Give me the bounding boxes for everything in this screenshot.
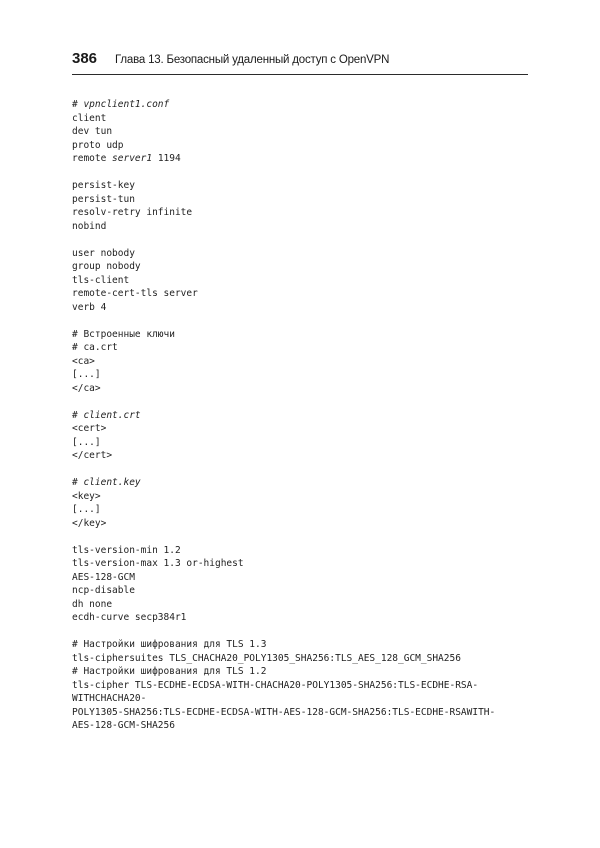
code-line: <ca>	[72, 355, 95, 367]
code-line: tls-version-min 1.2	[72, 544, 181, 556]
filename-italic: client.key	[83, 477, 141, 488]
blank-line	[72, 314, 528, 328]
code-line: persist-tun	[72, 193, 135, 205]
code-text: 1194	[152, 153, 181, 164]
code-line: dh none	[72, 598, 113, 610]
code-comment: # Встроенные ключи	[72, 328, 175, 340]
blank-line	[72, 395, 528, 409]
blank-line	[72, 166, 528, 180]
code-listing	[72, 98, 528, 733]
code-line: tls-cipher TLS-ECDHE-ECDSA-WITH-CHACHA20-POLY1305-SHA256:TLS-ECDHE-RSA-	[72, 679, 479, 691]
code-line: <cert>	[72, 423, 107, 434]
code-line: tls-client	[72, 274, 130, 286]
code-line: ncp-disable	[72, 585, 135, 596]
server-italic: server1	[112, 153, 153, 164]
code-line: [...]	[72, 436, 101, 448]
code-line: persist-key	[72, 180, 135, 191]
code-line: verb 4	[72, 301, 107, 313]
blank-line	[72, 530, 528, 544]
code-line: tls-ciphersuites TLS_CHACHA20_POLY1305_SHA256:TLS_AES_128_GCM_SHA256	[72, 652, 461, 664]
comment-prefix: #	[72, 409, 84, 421]
code-text: remote	[72, 153, 113, 164]
filename-italic: client.crt	[83, 409, 141, 421]
code-line: WITHCHACHA20-	[72, 693, 147, 704]
code-line: [...]	[72, 369, 101, 380]
code-line	[72, 409, 528, 423]
code-line: <key>	[72, 490, 101, 502]
code-line: client	[72, 112, 107, 124]
code-line: </key>	[72, 517, 107, 529]
filename-italic: vpnclient1.conf	[83, 99, 170, 110]
code-line: AES-128-GCM-SHA256	[72, 720, 175, 731]
blank-line	[72, 233, 528, 247]
code-line: proto udp	[72, 139, 124, 151]
code-line	[72, 476, 528, 490]
code-line: AES-128-GCM	[72, 571, 135, 583]
code-line	[72, 98, 528, 112]
code-line: user nobody	[72, 247, 135, 259]
code-line: remote-cert-tls server	[72, 288, 198, 299]
comment-prefix: #	[72, 99, 84, 110]
code-line: [...]	[72, 504, 101, 515]
blank-line	[72, 463, 528, 477]
code-line: </ca>	[72, 382, 101, 394]
code-line: nobind	[72, 220, 107, 232]
code-line: dev tun	[72, 126, 113, 137]
page-header	[72, 50, 528, 72]
code-line	[72, 152, 528, 166]
header-rule	[72, 74, 528, 75]
code-comment: # Настройки шифрования для TLS 1.3	[72, 639, 267, 650]
blank-line	[72, 625, 528, 639]
code-comment: # Настройки шифрования для TLS 1.2	[72, 666, 267, 677]
code-line: group nobody	[72, 261, 141, 272]
code-line: </cert>	[72, 450, 113, 461]
code-line: ecdh-curve secp384r1	[72, 612, 187, 623]
code-line: resolv-retry infinite	[72, 207, 193, 218]
code-line: POLY1305-SHA256:TLS-ECDHE-ECDSA-WITH-AES-128-GCM-SHA256:TLS-ECDHE-RSAWITH-	[72, 706, 496, 718]
chapter-title: Глава 13. Безопасный удаленный доступ с OpenVPN	[115, 54, 390, 66]
comment-prefix: #	[72, 477, 84, 488]
page-number: 386	[72, 50, 98, 67]
code-comment: # ca.crt	[72, 342, 118, 353]
code-line: tls-version-max 1.3 or-highest	[72, 558, 244, 569]
